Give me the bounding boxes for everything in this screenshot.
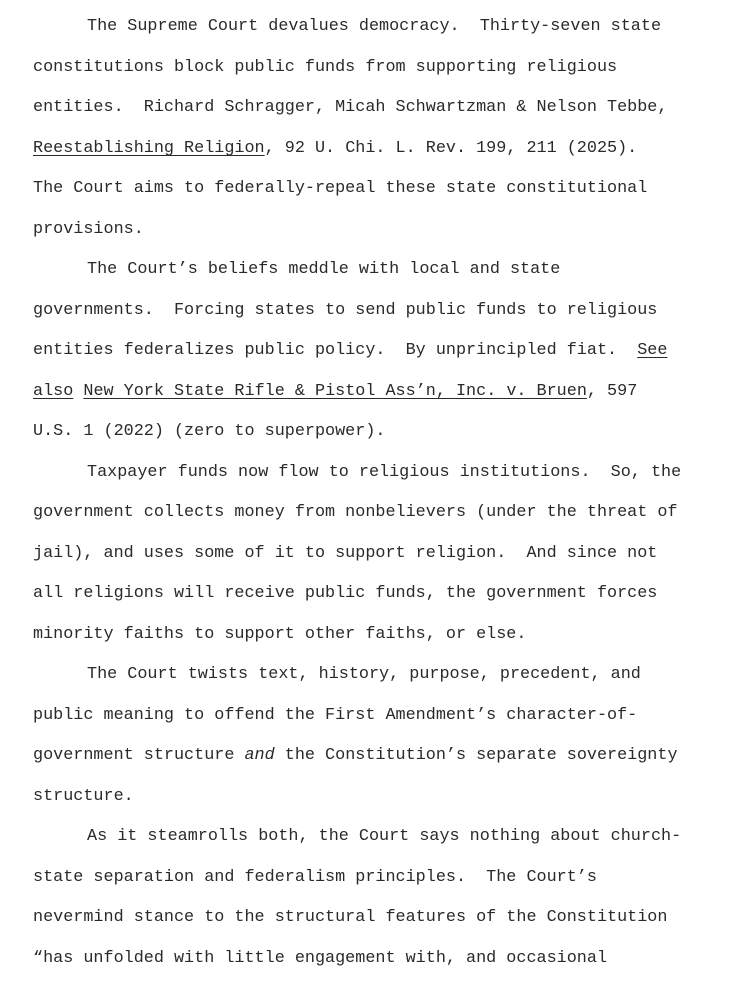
paragraph-4-line-4: structure. [33,787,134,806]
paragraph-4-line-1: The Court twists text, history, purpose, precedent, and [87,665,641,684]
citation-rest: , 92 U. Chi. L. Rev. 199, 211 (2025). [264,139,638,158]
paragraph-1-line-4 [33,137,637,161]
paragraph-5-line-4: “has unfolded with little engagement with, and occasional [33,949,608,968]
paragraph-5-line-1: As it steamrolls both, the Court says nothing about church- [87,827,682,846]
paragraph-4-line-3-pre: government structure [33,746,245,765]
paragraph-1-line-3: entities. Richard Schragger, Micah Schwartzman & Nelson Tebbe, [33,98,668,117]
paragraph-3-line-5: minority faiths to support other faiths, or else. [33,625,527,644]
paragraph-2-line-5: U.S. 1 (2022) (zero to superpower). [33,422,386,441]
paragraph-3-line-4: all religions will receive public funds, the government forces [33,584,658,603]
paragraph-1-line-1: The Supreme Court devalues democracy. Thirty-seven state [87,17,662,36]
paragraph-5-line-2: state separation and federalism principles. The Court’s [33,868,597,887]
citation-title: Reestablishing Religion [33,139,265,158]
case-citation-rest: , 597 [586,382,638,401]
paragraph-1-line-5: The Court aims to federally-repeal these state constitutional [33,179,648,198]
paragraph-2-line-3 [33,339,667,363]
paragraph-2-line-2: governments. Forcing states to send public funds to religious [33,301,658,320]
paragraph-4-line-3 [33,744,678,768]
citation-signal-see: See [637,341,668,360]
paragraph-3-line-2: government collects money from nonbelievers (under the threat of [33,503,678,522]
paragraph-4-line-2: public meaning to offend the First Amendment’s character-of- [33,706,638,725]
paragraph-1-line-6: provisions. [33,220,144,239]
emphasis-and: and [244,746,275,765]
paragraph-5-line-3: nevermind stance to the structural features of the Constitution [33,908,668,927]
paragraph-1-line-2: constitutions block public funds from supporting religious [33,58,618,77]
case-name: New York State Rifle & Pistol Ass’n, Inc. v. Bruen [83,382,587,401]
paragraph-3-line-1: Taxpayer funds now flow to religious institutions. So, the [87,463,682,482]
paragraph-4-line-3-rest: the Constitution’s separate sovereignty [274,746,678,765]
citation-signal-also: also [33,382,74,401]
paragraph-2-line-4 [33,380,637,404]
paragraph-3-line-3: jail), and uses some of it to support religion. And since not [33,544,658,563]
paragraph-2-line-3-text: entities federalizes public policy. By unprincipled fiat. [33,341,638,360]
paragraph-2-line-1: The Court’s beliefs meddle with local and state [87,260,561,279]
